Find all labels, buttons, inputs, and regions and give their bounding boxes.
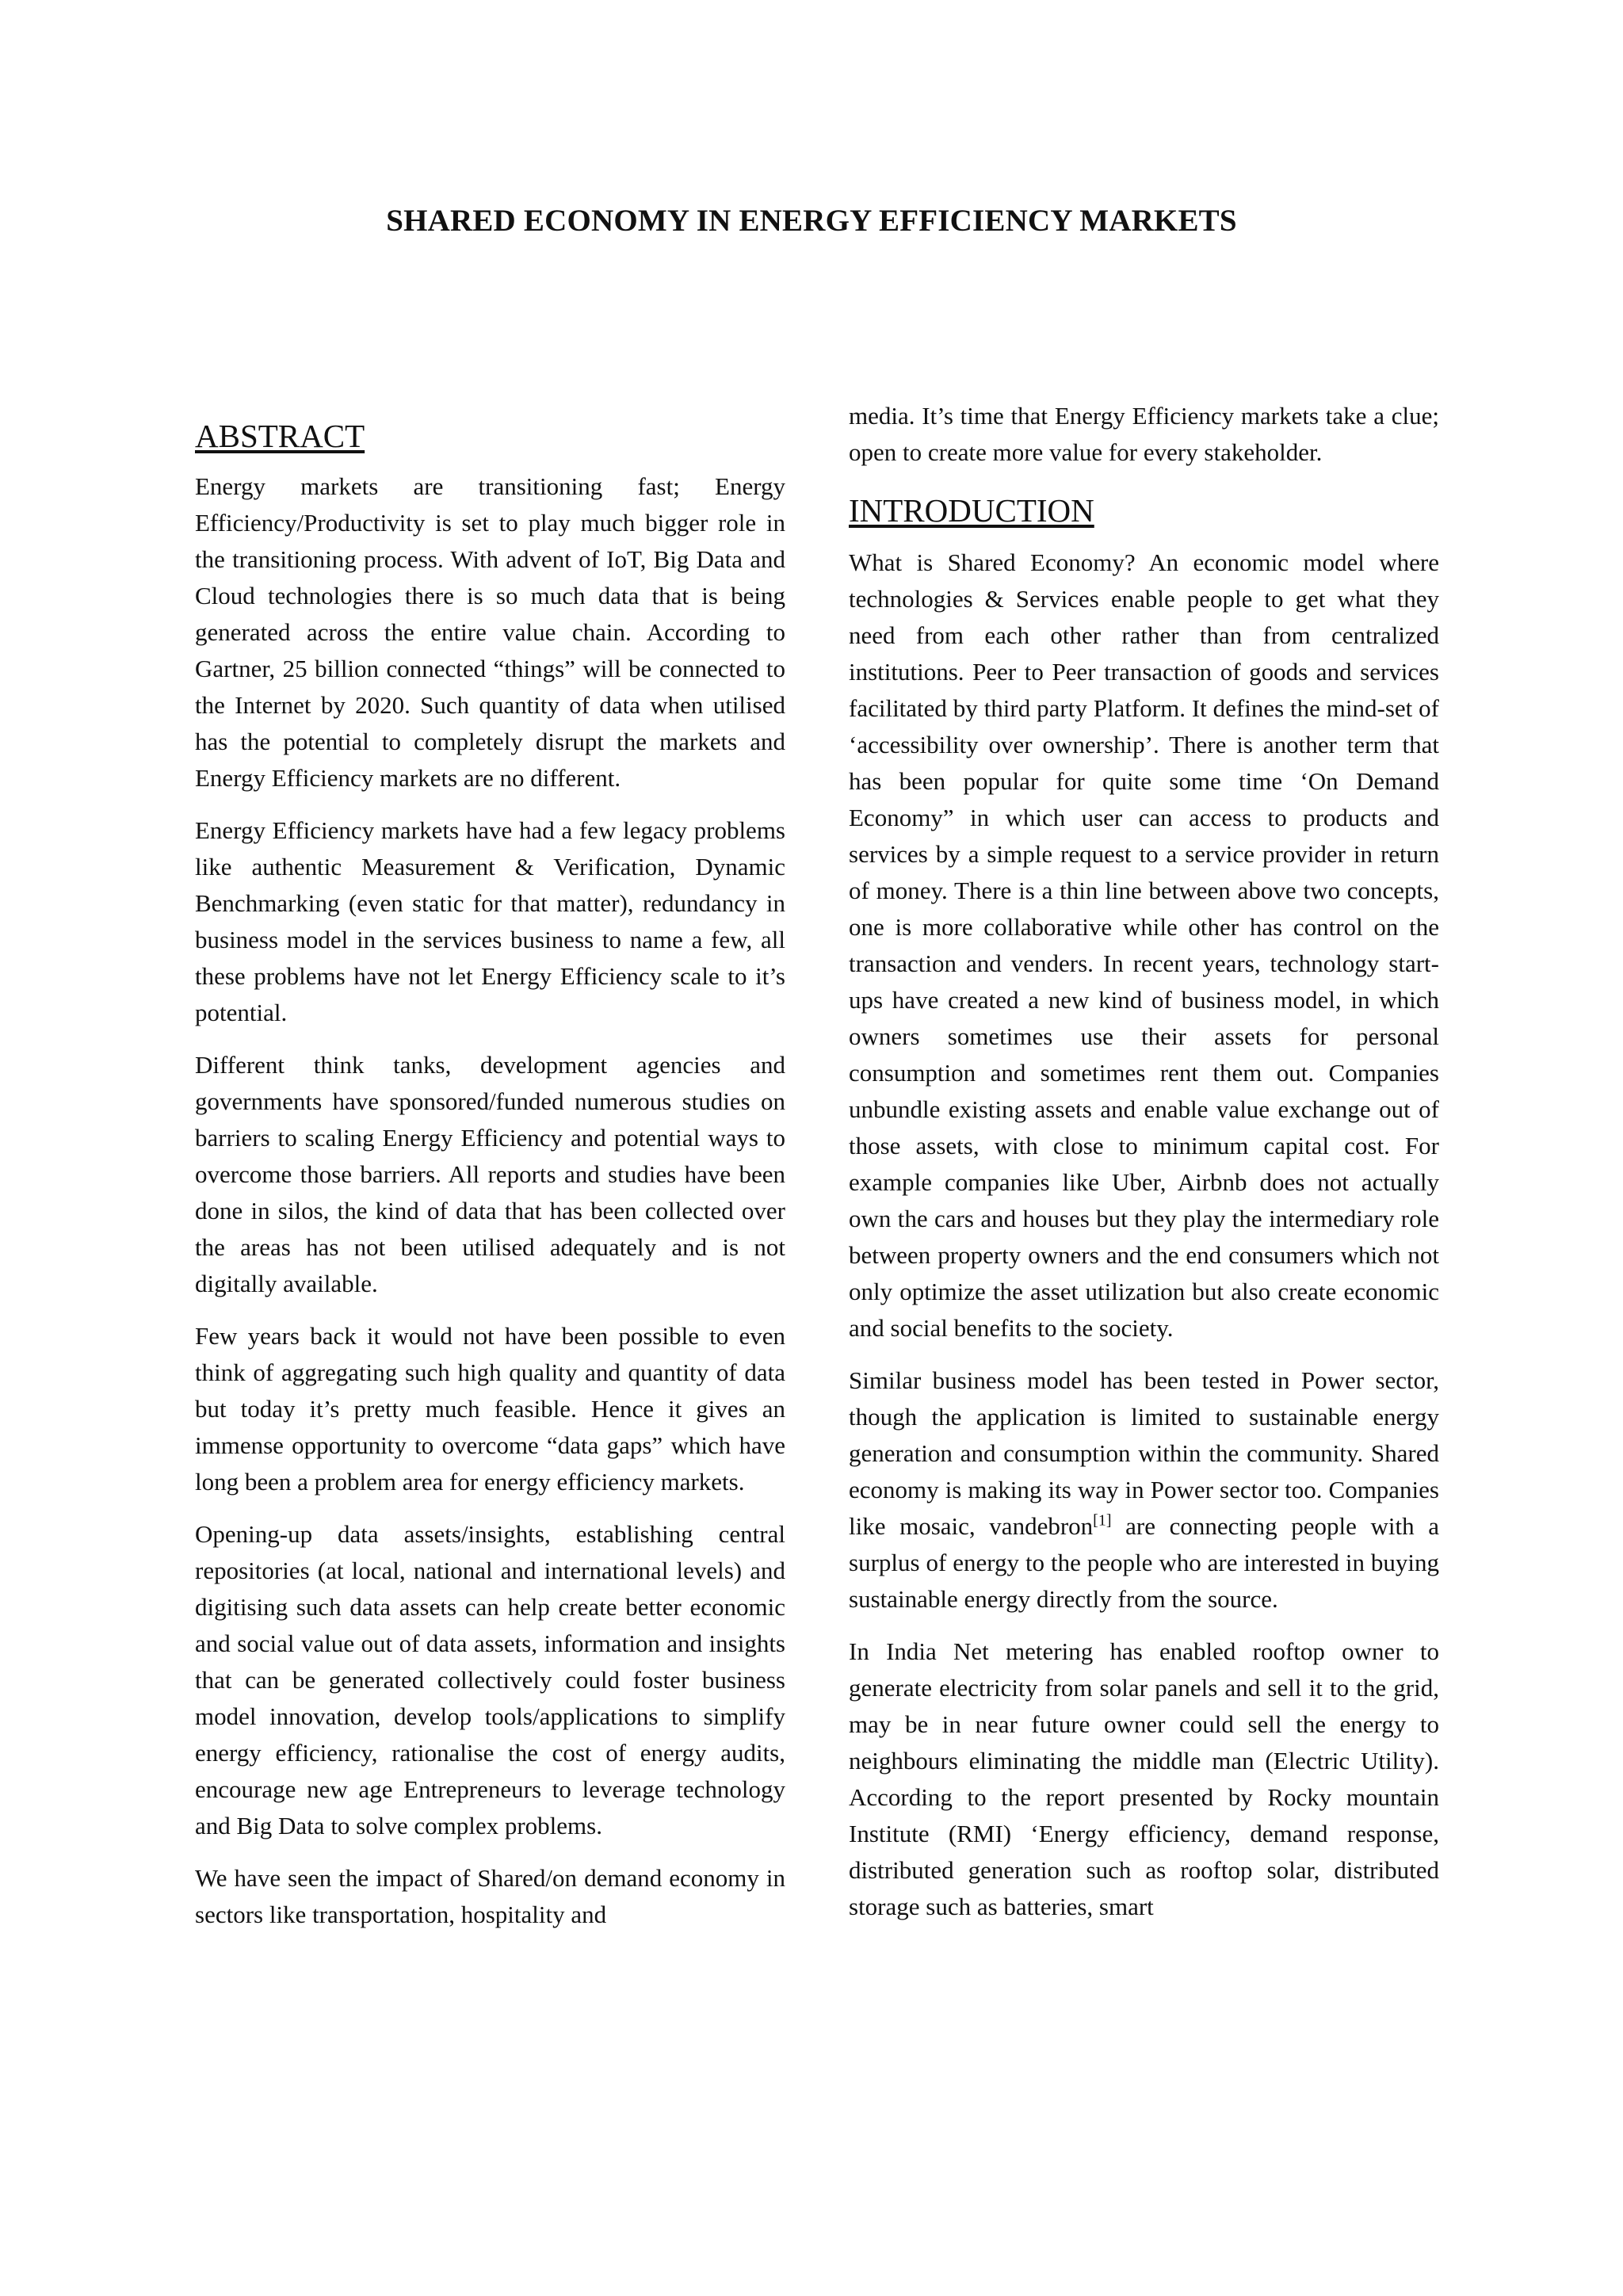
- introduction-paragraph-companies: [849, 1362, 1439, 1618]
- left-column: [195, 396, 785, 1949]
- reference-marker: [1]: [1093, 1511, 1112, 1530]
- abstract-paragraph: Few years back it would not have been possible to even think of aggregating such high quality and quantity of data but today it’s pretty much feasible. Hence it gives an immense opportunity to overcome “data gaps” which have long been a problem area for energy efficiency markets.: [195, 1322, 785, 1496]
- abstract-paragraph: Energy Efficiency markets have had a few legacy problems like authentic Measurement & Verification, Dynamic Benchmarking (even static for that matter), redundancy in business model in the services business to name a few, all these problems have not let Energy Efficiency scale to it’s potential.: [195, 816, 785, 1027]
- paragraph-text: Similar business model has been tested in Power sector, though the application is limited to sustainable energy generation and consumption within the community. Shared economy is making its way in Power sector too. Companies like mosaic, vandebron: [849, 1366, 1439, 1541]
- paragraph-text: are connecting people with a surplus of energy to the people who are interested in buying sustainable energy directly from the source.: [849, 1512, 1439, 1614]
- abstract-paragraph: Energy markets are transitioning fast; Energy Efficiency/Productivity is set to play much bigger role in the transitioning process. With advent of IoT, Big Data and Cloud technologies there is so much data that is being generated across the entire value chain. According to Gartner, 25 billion connected “things” will be connected to the Internet by 2020. Such quantity of data when utilised has the potential to completely disrupt the markets and Energy Efficiency markets are no different.: [195, 472, 785, 793]
- abstract-heading: ABSTRACT: [195, 418, 365, 454]
- introduction-paragraph-india: In India Net metering has enabled rooftop owner to generate electricity from solar panels and sell it to the grid, may be in near future owner could sell the energy to neighbours eliminating the middle man (Electric Utility). According to the report presented by Rocky mountain Institute (RMI) ‘Energy efficiency, demand response, distributed generation such as rooftop solar, distributed storage such as batteries, smart: [849, 1637, 1439, 1921]
- right-column: [849, 398, 1439, 1941]
- abstract-paragraph: Different think tanks, development agencies and governments have sponsored/funded numerous studies on barriers to scaling Energy Efficiency and potential ways to overcome those barriers. All reports and studies have been done in silos, the kind of data that has been collected over the areas has not been utilised adequately and is not digitally available.: [195, 1051, 785, 1298]
- document-title: SHARED ECONOMY IN ENERGY EFFICIENCY MARKETS: [386, 204, 1237, 238]
- abstract-paragraph: Opening-up data assets/insights, establishing central repositories (at local, national and international levels) and digitising such data assets can help create better economic and social value out of data assets, information and insights that can be generated collectively could foster business model innovation, develop tools/applications to simplify energy efficiency, rationalise the cost of energy audits, encourage new age Entrepreneurs to leverage technology and Big Data to solve complex problems.: [195, 1520, 785, 1840]
- abstract-paragraph: We have seen the impact of Shared/on demand economy in sectors like transportation, hospitality and: [195, 1864, 785, 1929]
- introduction-heading: INTRODUCTION: [849, 492, 1094, 529]
- abstract-continuation-paragraph: media. It’s time that Energy Efficiency markets take a clue; open to create more value for every stakeholder.: [849, 402, 1439, 466]
- introduction-paragraph: What is Shared Economy? An economic model where technologies & Services enable people to get what they need from each other rather than from centralized institutions. Peer to Peer transaction of goods and services facilitated by third party Platform. It defines the mind-set of ‘accessibility over ownership’. There is another term that has been popular for quite some time ‘On Demand Economy” in which user can access to products and services by a simple request to a service provider in return of money. There is a thin line between above two concepts, one is more collaborative while other has control on the transaction and venders. In recent years, technology start-ups have created a new kind of business model, in which owners sometimes use their assets for personal consumption and sometimes rent them out. Companies unbundle existing assets and enable value exchange out of those assets, with close to minimum capital cost. For example companies like Uber, Airbnb does not actually own the cars and houses but they play the intermediary role between property owners and the end consumers which not only optimize the asset utilization but also create economic and social benefits to the society.: [849, 548, 1439, 1343]
